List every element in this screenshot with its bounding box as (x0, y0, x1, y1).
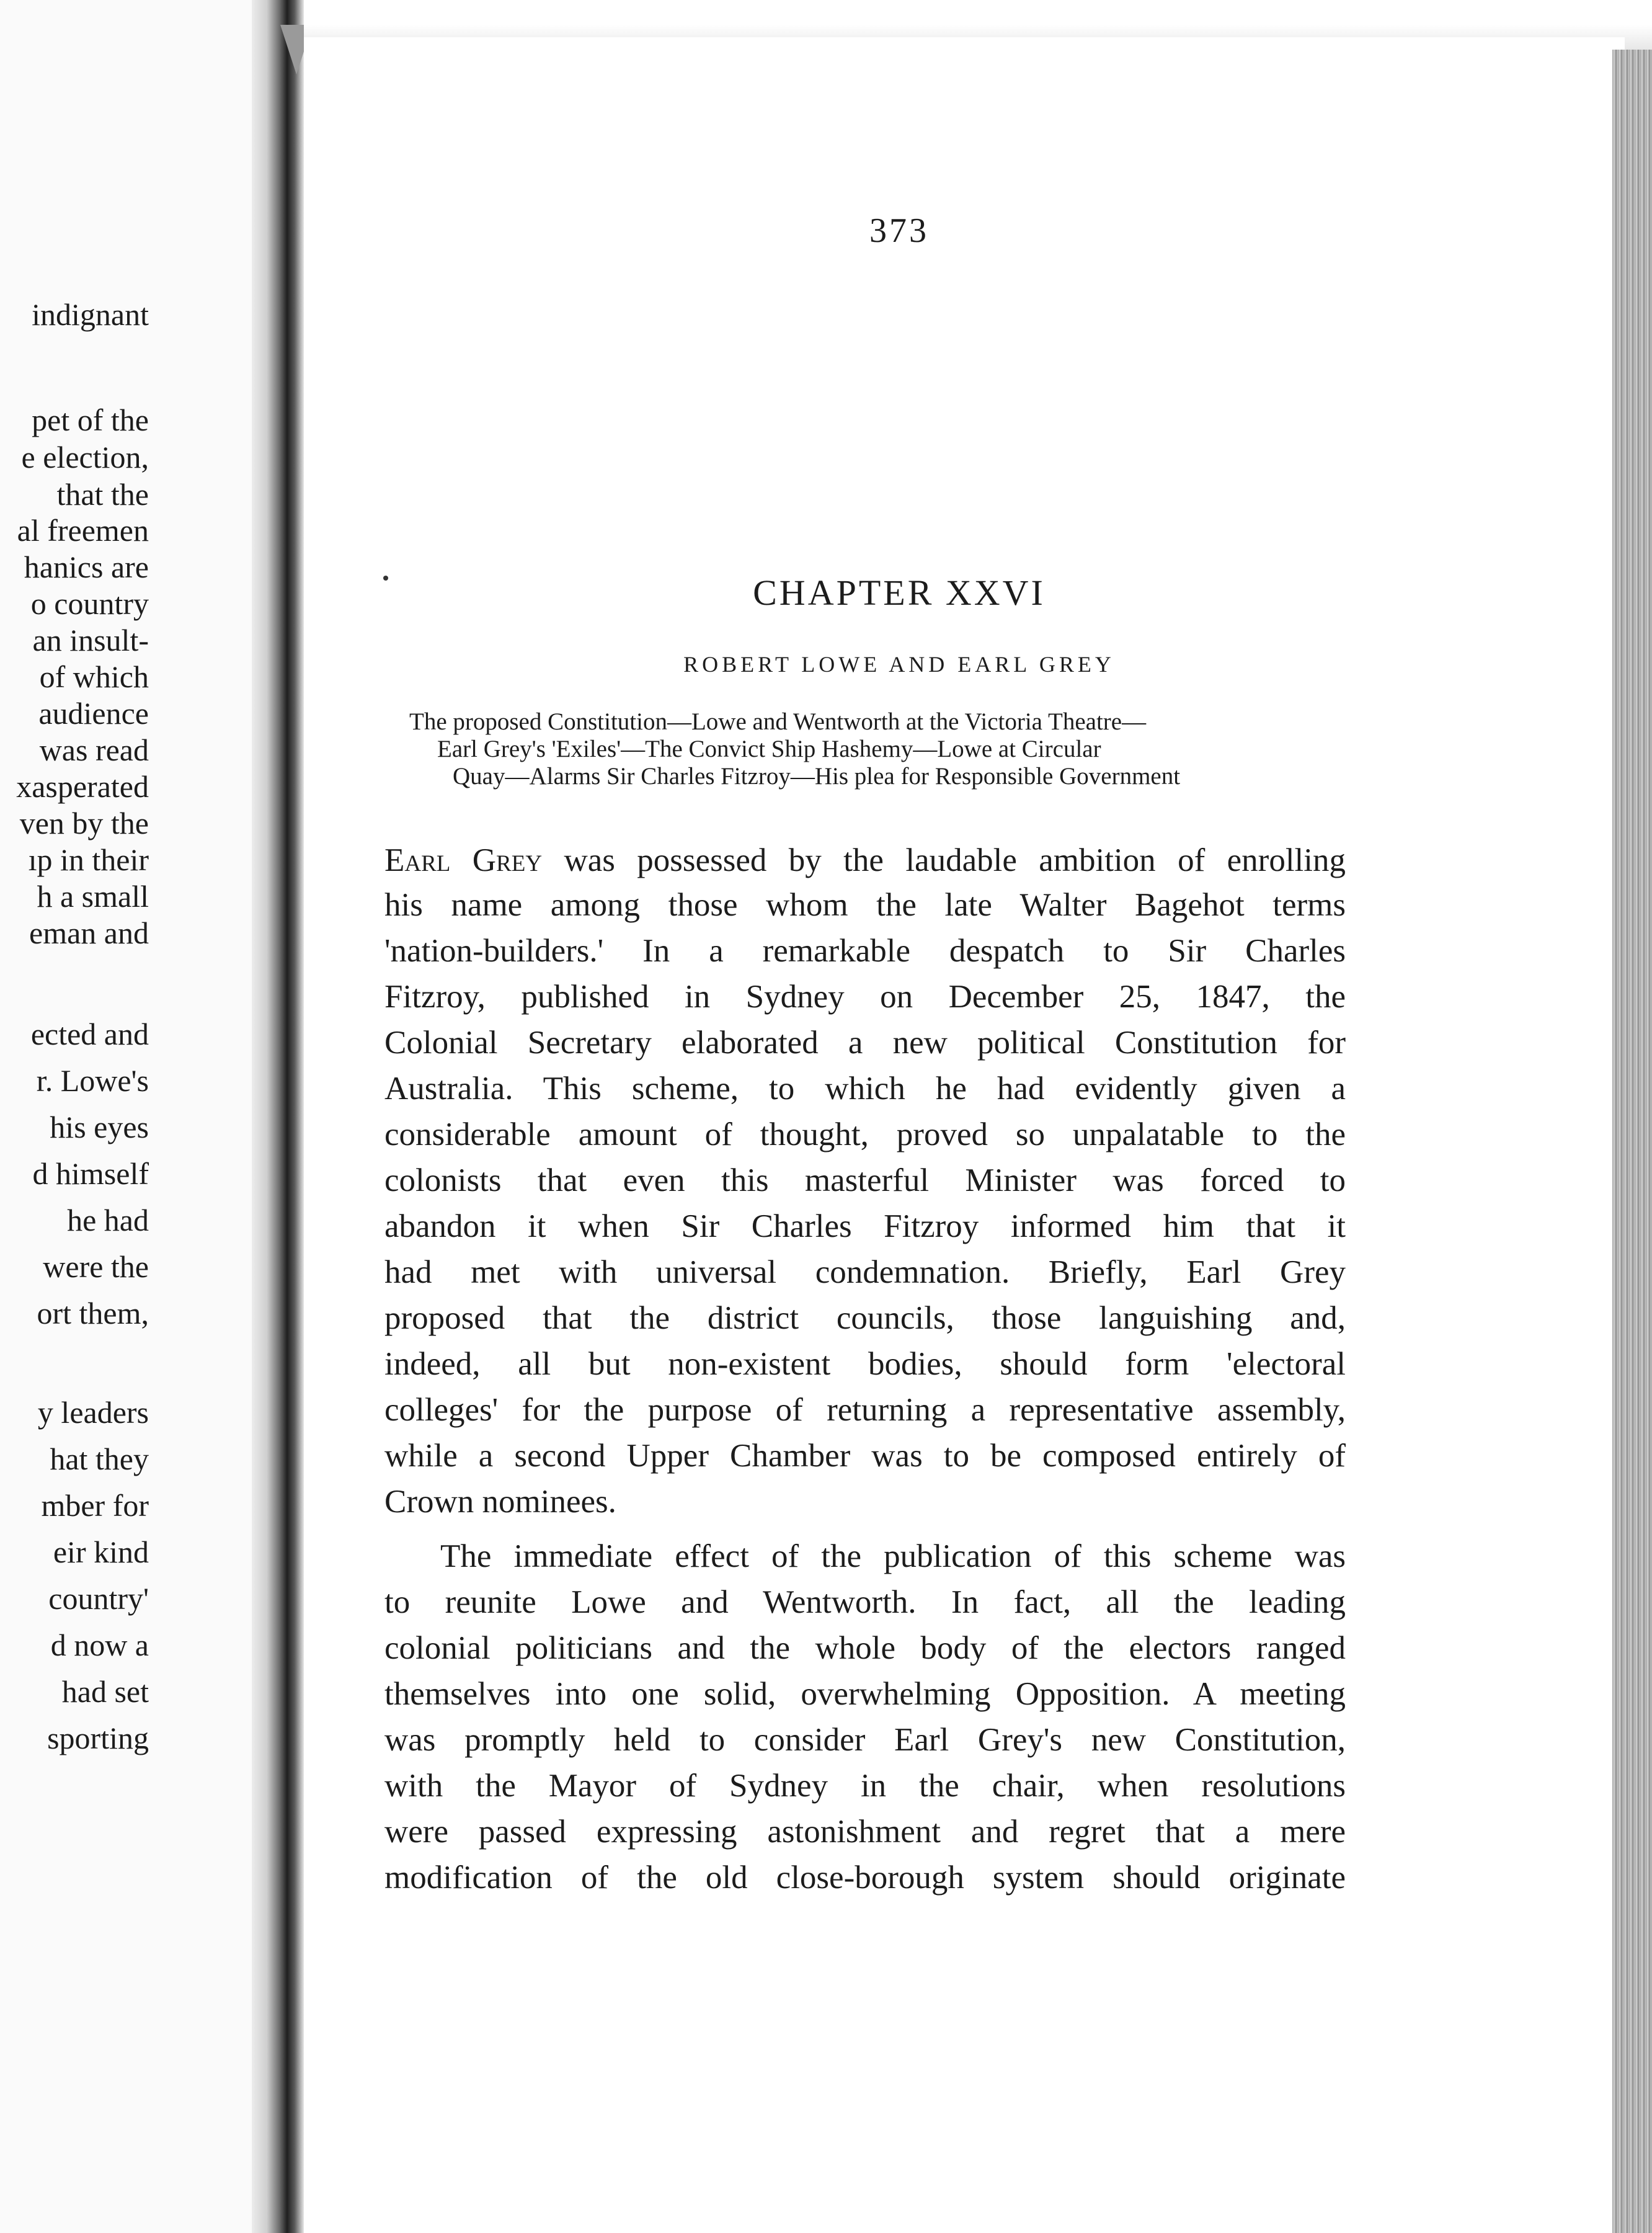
left-line: e election, (21, 440, 149, 475)
body-line: Australia. This scheme, to which he had evidently given a (384, 1071, 1346, 1107)
left-line: mber for (41, 1488, 149, 1523)
left-line: o country (30, 586, 149, 621)
left-line: was read (39, 733, 149, 767)
left-line: d himself (32, 1156, 149, 1191)
body-line: 'nation-builders.' In a remarkable despatch to Sir Charles (384, 933, 1346, 969)
body-line: proposed that the district councils, those languishing and, (384, 1300, 1346, 1336)
left-line: ven by the (19, 806, 149, 840)
left-line: eir kind (53, 1535, 149, 1569)
left-line: sporting (47, 1721, 149, 1755)
left-line: y leaders (37, 1395, 149, 1430)
left-line: an insult- (32, 623, 149, 657)
body-line: indeed, all but non-existent bodies, should form 'electoral (384, 1346, 1346, 1382)
left-line: pet of the (32, 403, 149, 437)
body-line: The immediate effect of the publication of this scheme was (440, 1538, 1346, 1574)
body-line: was promptly held to consider Earl Grey's new Constitution, (384, 1722, 1346, 1758)
body-line: with the Mayor of Sydney in the chair, when resolutions (384, 1768, 1346, 1804)
left-line: h a small (37, 879, 149, 914)
body-line: Fitzroy, published in Sydney on December 25, 1847, the (384, 979, 1346, 1015)
left-line: had set (61, 1674, 149, 1709)
left-line: he had (67, 1203, 149, 1237)
body-line: colleges' for the purpose of returning a representative assembly, (384, 1392, 1346, 1428)
body-line: to reunite Lowe and Wentworth. In fact, all the leading (384, 1584, 1346, 1620)
left-line: d now a (50, 1628, 149, 1662)
left-line: his eyes (50, 1110, 149, 1144)
body-line: Colonial Secretary elaborated a new political Constitution for (384, 1025, 1346, 1061)
body-line: colonists that even this masterful Minister was forced to (384, 1162, 1346, 1198)
left-line: r. Lowe's (36, 1063, 149, 1098)
synopsis-line: Quay—Alarms Sir Charles Fitzroy—His plea for Responsible Government (453, 763, 1181, 790)
synopsis-line: The proposed Constitution—Lowe and Wentworth at the Victoria Theatre— (409, 708, 1147, 735)
left-line: country' (48, 1581, 149, 1616)
left-line: al freemen (17, 513, 149, 548)
body-line: modification of the old close-borough system should originate (384, 1860, 1346, 1896)
left-line: hanics are (24, 550, 149, 584)
left-page (0, 0, 267, 2233)
left-line: of which (39, 659, 149, 694)
body-line: themselves into one solid, overwhelming Opposition. A meeting (384, 1676, 1346, 1712)
body-line: abandon it when Sir Charles Fitzroy informed him that it (384, 1208, 1346, 1244)
chapter-title: CHAPTER XXVI (753, 573, 1046, 613)
left-line: indignant (32, 297, 149, 332)
paragraph-lead: Earl Grey (384, 842, 543, 878)
left-line: that the (56, 477, 149, 512)
left-line: ected and (30, 1017, 149, 1051)
chapter-subtitle: ROBERT LOWE AND EARL GREY (683, 652, 1115, 677)
ink-speck (383, 576, 388, 581)
body-line: Crown nominees. (384, 1484, 616, 1520)
left-line: audience (38, 696, 149, 731)
body-line: while a second Upper Chamber was to be composed entirely of (384, 1438, 1346, 1474)
page-number: 373 (869, 212, 929, 250)
left-line: were the (43, 1249, 149, 1284)
left-line: ıp in their (28, 842, 149, 877)
body-line-text: was possessed by the laudable ambition of enrolling (542, 842, 1346, 878)
body-line: colonial politicians and the whole body of the electors ranged (384, 1630, 1346, 1666)
left-line: ort them, (37, 1296, 149, 1330)
left-line: hat they (50, 1442, 149, 1476)
body-line: were passed expressing astonishment and regret that a mere (384, 1814, 1346, 1850)
body-line: considerable amount of thought, proved so unpalatable to the (384, 1116, 1346, 1152)
left-line: xasperated (16, 769, 149, 804)
left-line: eman and (29, 916, 149, 950)
body-line: his name among those whom the late Walter Bagehot terms (384, 887, 1346, 923)
synopsis-line: Earl Grey's 'Exiles'—The Convict Ship Hashemy—Lowe at Circular (437, 736, 1101, 762)
right-page-edge (1612, 50, 1652, 2233)
left-page-edge (252, 0, 267, 2233)
book-gutter (267, 0, 304, 2233)
body-line (384, 837, 1346, 884)
body-line: had met with universal condemnation. Briefly, Earl Grey (384, 1254, 1346, 1290)
